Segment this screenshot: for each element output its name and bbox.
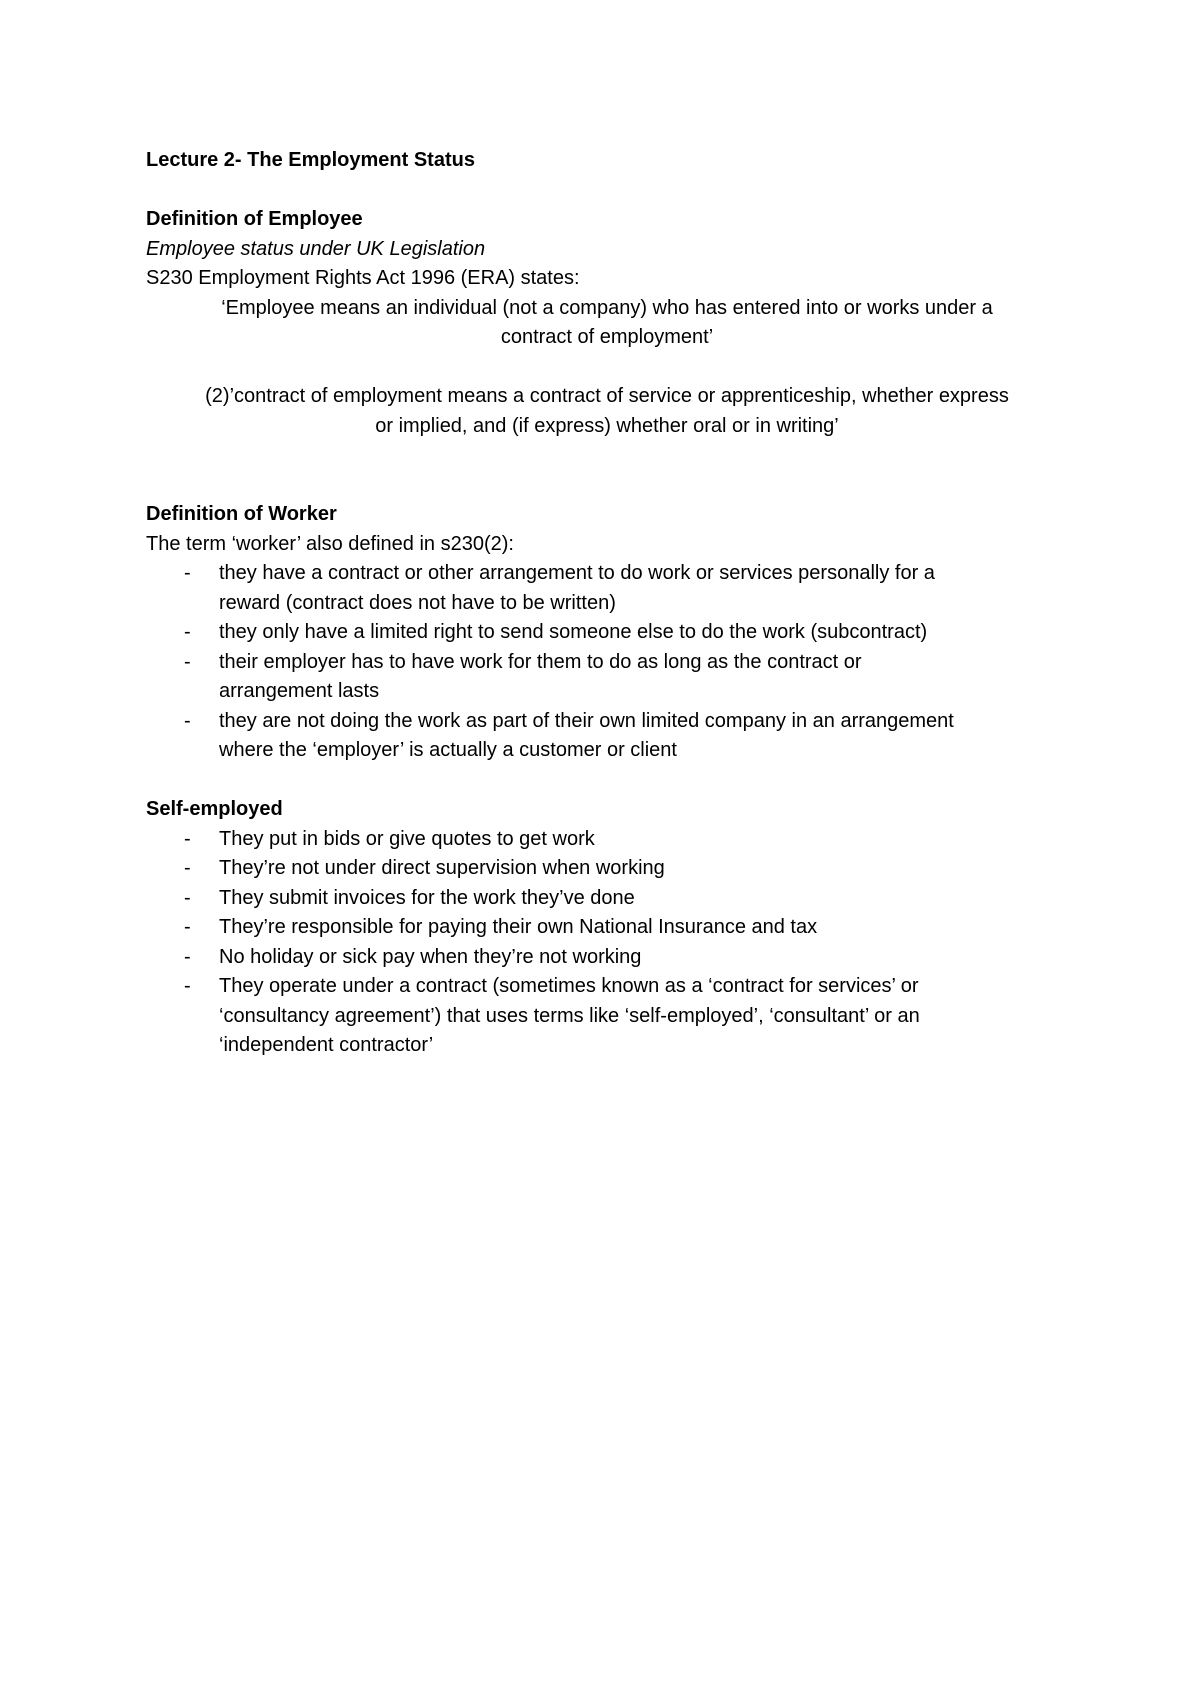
- self-employed-list: [146, 825, 1068, 1061]
- list-item: [146, 913, 1068, 943]
- employee-quote-line: contract of employment’: [500, 326, 714, 348]
- list-item-text: arrangement lasts: [219, 680, 380, 702]
- list-item-text: where the ‘employer’ is actually a customer or client: [219, 739, 677, 761]
- list-item-text: They’re not under direct supervision when working: [219, 857, 665, 879]
- list-item: [146, 707, 1068, 766]
- list-item-text: ‘independent contractor’: [219, 1034, 434, 1056]
- dash-bullet: -: [184, 886, 191, 909]
- dash-bullet: -: [184, 916, 191, 938]
- contract-quote-line: or implied, and (if express) whether oral or in writing’: [375, 414, 839, 437]
- dash-bullet: -: [184, 945, 191, 968]
- list-item: [146, 943, 1068, 973]
- list-item-text: their employer has to have work for them to do as long as the contract or: [219, 650, 862, 673]
- employee-subheading: Employee status under UK Legislation: [146, 237, 486, 260]
- dash-bullet: -: [184, 827, 191, 850]
- list-item: [146, 854, 1068, 884]
- list-item: [146, 648, 1068, 707]
- spacer: [146, 766, 1068, 796]
- list-item: [146, 559, 1068, 618]
- list-item: [146, 618, 1068, 648]
- list-item-text: They submit invoices for the work they’ve done: [219, 886, 635, 909]
- dash-bullet: -: [184, 562, 191, 584]
- list-item-text: No holiday or sick pay when they’re not working: [219, 945, 642, 968]
- list-item-text: They put in bids or give quotes to get work: [219, 827, 595, 850]
- worker-list: [146, 559, 1068, 766]
- dash-bullet: -: [184, 621, 191, 643]
- page-title: Lecture 2- The Employment Status: [146, 149, 475, 171]
- dash-bullet: -: [184, 650, 191, 673]
- statute-line: S230 Employment Rights Act 1996 (ERA) states:: [146, 267, 580, 289]
- list-item-text: They operate under a contract (sometimes known as a ‘contract for services’ or: [219, 975, 919, 997]
- list-item-text: they have a contract or other arrangement to do work or services personally for a: [219, 562, 935, 584]
- dash-bullet: -: [184, 709, 191, 732]
- employee-quote-line: ‘Employee means an individual (not a company) who has entered into or works under a: [221, 296, 993, 319]
- list-item-text: they are not doing the work as part of their own limited company in an arrangement: [219, 709, 954, 732]
- spacer: [146, 441, 1068, 500]
- list-item-text: reward (contract does not have to be written): [219, 591, 616, 614]
- worker-heading: Definition of Worker: [146, 503, 337, 525]
- contract-quote-line: (2)’contract of employment means a contract of service or apprenticeship, whether express: [205, 385, 1009, 407]
- list-item: [146, 884, 1068, 914]
- list-item: [146, 825, 1068, 855]
- dash-bullet: -: [184, 857, 191, 879]
- document-body: [146, 146, 1068, 1061]
- worker-intro: The term ‘worker’ also defined in s230(2):: [146, 532, 514, 555]
- employee-heading: Definition of Employee: [146, 208, 363, 230]
- list-item: [146, 972, 1068, 1061]
- spacer: [146, 176, 1068, 206]
- list-item-text: ‘consultancy agreement’) that uses terms like ‘self-employed’, ‘consultant’ or an: [219, 1004, 920, 1027]
- list-item-text: they only have a limited right to send someone else to do the work (subcontract): [219, 621, 928, 643]
- list-item-text: They’re responsible for paying their own National Insurance and tax: [219, 916, 818, 938]
- self-employed-heading: Self-employed: [146, 798, 283, 820]
- dash-bullet: -: [184, 975, 191, 997]
- spacer: [146, 353, 1068, 383]
